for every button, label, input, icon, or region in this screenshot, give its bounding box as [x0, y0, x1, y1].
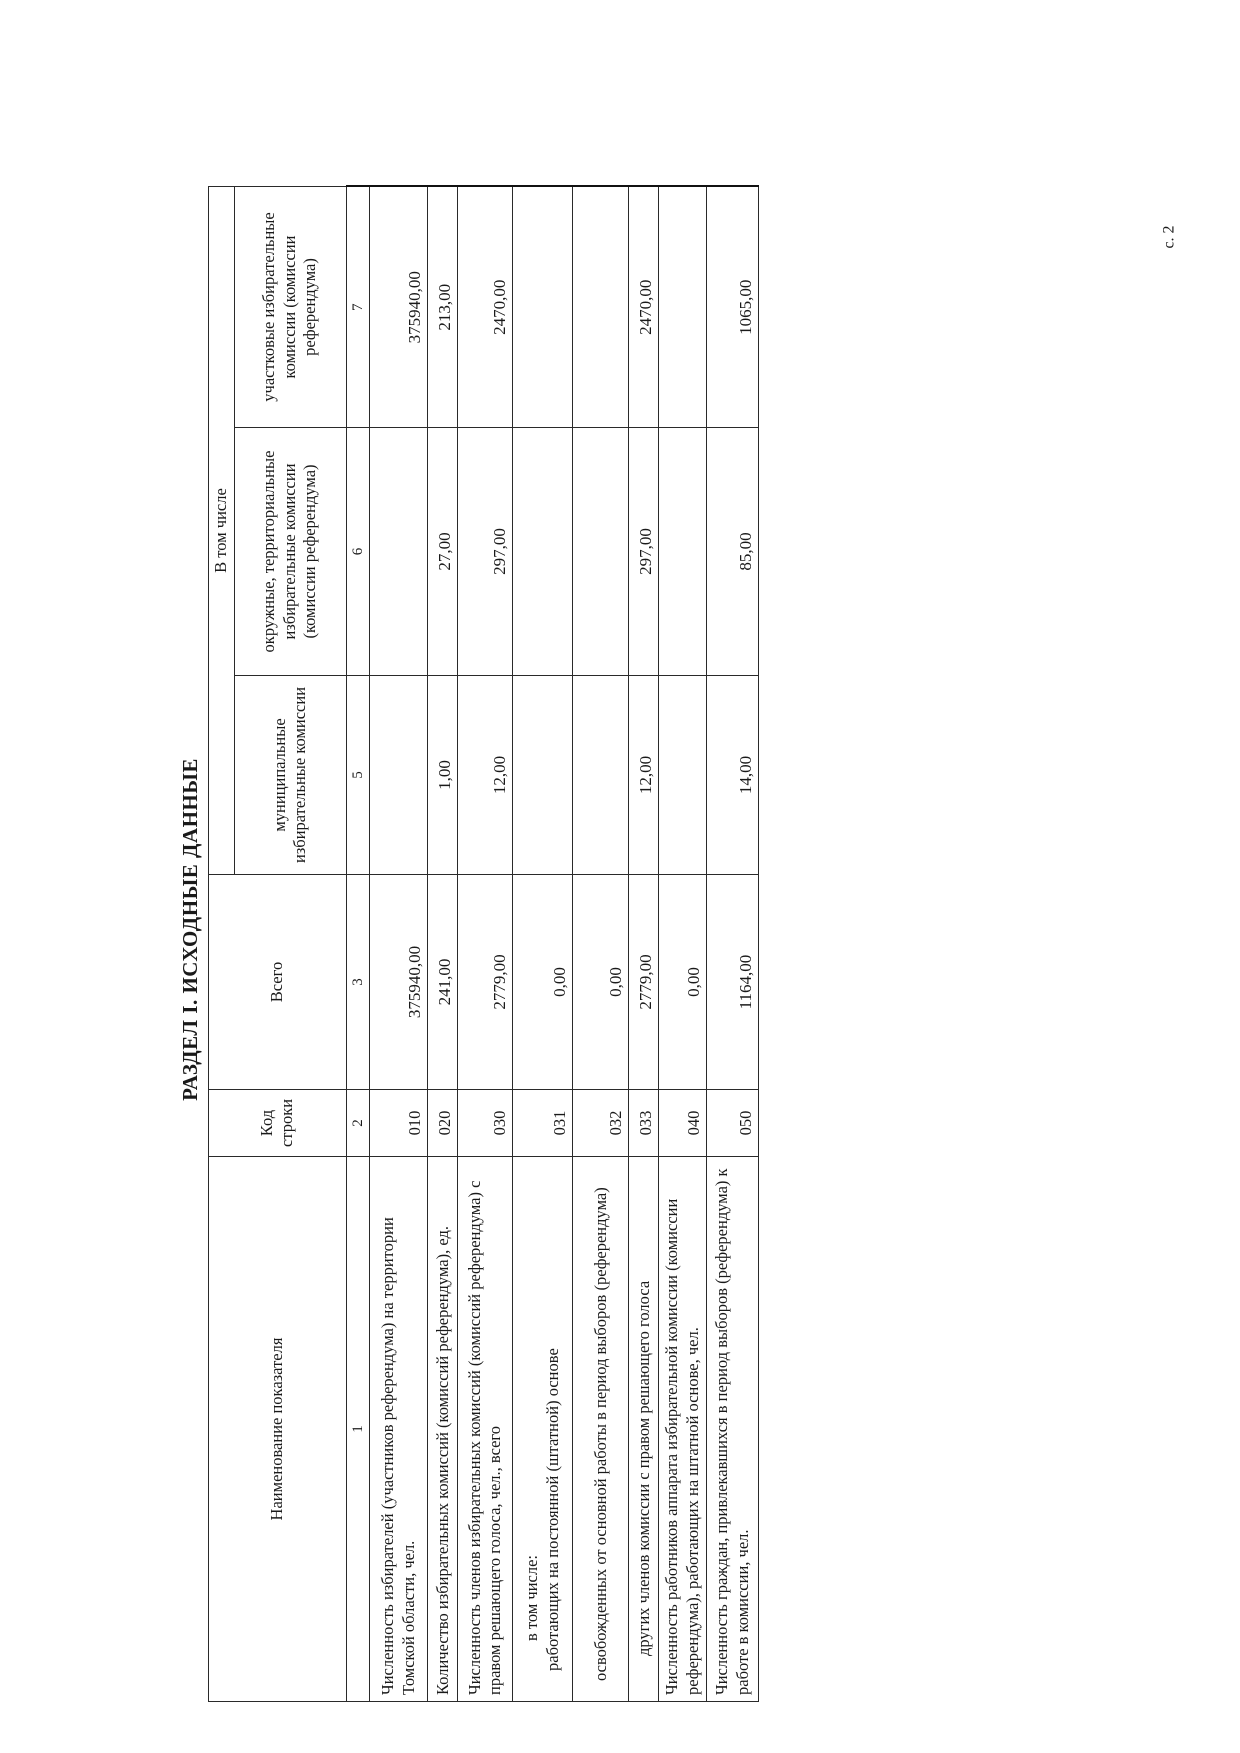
cell-precinct [513, 187, 573, 428]
header-total: Всего [209, 875, 347, 1090]
cell-precinct: 2470,00 [458, 187, 513, 428]
header-name: Наименование показателя [209, 1157, 347, 1702]
row-name: Количество избирательных комиссий (комиссий референдума), ед. [428, 1157, 458, 1702]
row-name: других членов комиссии с правом решающего голоса [629, 1157, 659, 1702]
row-code: 010 [370, 1090, 428, 1157]
column-number: 7 [346, 187, 370, 428]
cell-total: 2779,00 [458, 875, 513, 1090]
cell-precinct [573, 187, 629, 428]
row-subname: работающих на постоянной (штатной) основе [542, 1348, 562, 1671]
cell-municipal [513, 676, 573, 875]
column-number: 3 [346, 875, 370, 1090]
source-data-table [208, 186, 759, 1703]
table-row [428, 187, 458, 1702]
row-name: Численность избирателей (участников референдума) на территории Томской области, чел. [370, 1157, 428, 1702]
cell-district [573, 428, 629, 676]
cell-total: 241,00 [428, 875, 458, 1090]
cell-municipal: 14,00 [707, 676, 759, 875]
column-number: 2 [346, 1090, 370, 1157]
row-code: 030 [458, 1090, 513, 1157]
row-name: освобожденных от основной работы в период выборов (референдума) [573, 1157, 629, 1702]
table-row [458, 187, 513, 1702]
table-row [513, 187, 573, 1702]
row-name: Численность граждан, привлекавшихся в период выборов (референдума) к работе в комиссии, чел. [707, 1157, 759, 1702]
table-row [629, 187, 659, 1702]
table-row [573, 187, 629, 1702]
header-municipal: муниципальные избирательные комиссии [234, 676, 346, 875]
cell-district: 85,00 [707, 428, 759, 676]
cell-district: 297,00 [629, 428, 659, 676]
cell-precinct: 213,00 [428, 187, 458, 428]
row-code: 031 [513, 1090, 573, 1157]
column-number: 1 [346, 1157, 370, 1702]
cell-precinct: 375940,00 [370, 187, 428, 428]
cell-precinct: 1065,00 [707, 187, 759, 428]
cell-municipal [573, 676, 629, 875]
header-precinct: участковые избирательные комиссии (комиссии референдума) [234, 187, 346, 428]
row-code: 033 [629, 1090, 659, 1157]
rotated-document [178, 157, 758, 1702]
header-including: В том числе [209, 187, 235, 875]
section-title: РАЗДЕЛ I. ИСХОДНЫЕ ДАННЫЕ [178, 758, 202, 1101]
row-code: 040 [659, 1090, 707, 1157]
cell-municipal [659, 676, 707, 875]
cell-district [513, 428, 573, 676]
cell-total: 2779,00 [629, 875, 659, 1090]
row-code: 020 [428, 1090, 458, 1157]
cell-district: 27,00 [428, 428, 458, 676]
column-number: 6 [346, 428, 370, 676]
cell-precinct: 2470,00 [629, 187, 659, 428]
cell-precinct [659, 187, 707, 428]
row-code: 032 [573, 1090, 629, 1157]
cell-total: 0,00 [513, 875, 573, 1090]
page-number: с. 2 [1160, 225, 1178, 249]
table-row [659, 187, 707, 1702]
header-code: Код строки [209, 1090, 347, 1157]
table-row [707, 187, 759, 1702]
cell-total: 1164,00 [707, 875, 759, 1090]
table-row [370, 187, 428, 1702]
row-name [513, 1157, 573, 1702]
cell-total: 375940,00 [370, 875, 428, 1090]
cell-district: 297,00 [458, 428, 513, 676]
row-name: Численность работников аппарата избирательной комиссии (комиссии референдума), работающих на штатной основе, чел. [659, 1157, 707, 1702]
cell-municipal [370, 676, 428, 875]
cell-total: 0,00 [573, 875, 629, 1090]
cell-district [370, 428, 428, 676]
cell-district [659, 428, 707, 676]
header-district: окружные, территориальные избирательные комиссии (комиссии референдума) [234, 428, 346, 676]
cell-municipal: 12,00 [458, 676, 513, 875]
row-name: Численность членов избирательных комиссий (комиссий референдума) с правом решающего голоса, чел., всего [458, 1157, 513, 1702]
cell-municipal: 1,00 [428, 676, 458, 875]
including-label: в том числе: [522, 1554, 542, 1641]
row-code: 050 [707, 1090, 759, 1157]
column-number: 5 [346, 676, 370, 875]
cell-municipal: 12,00 [629, 676, 659, 875]
cell-total: 0,00 [659, 875, 707, 1090]
